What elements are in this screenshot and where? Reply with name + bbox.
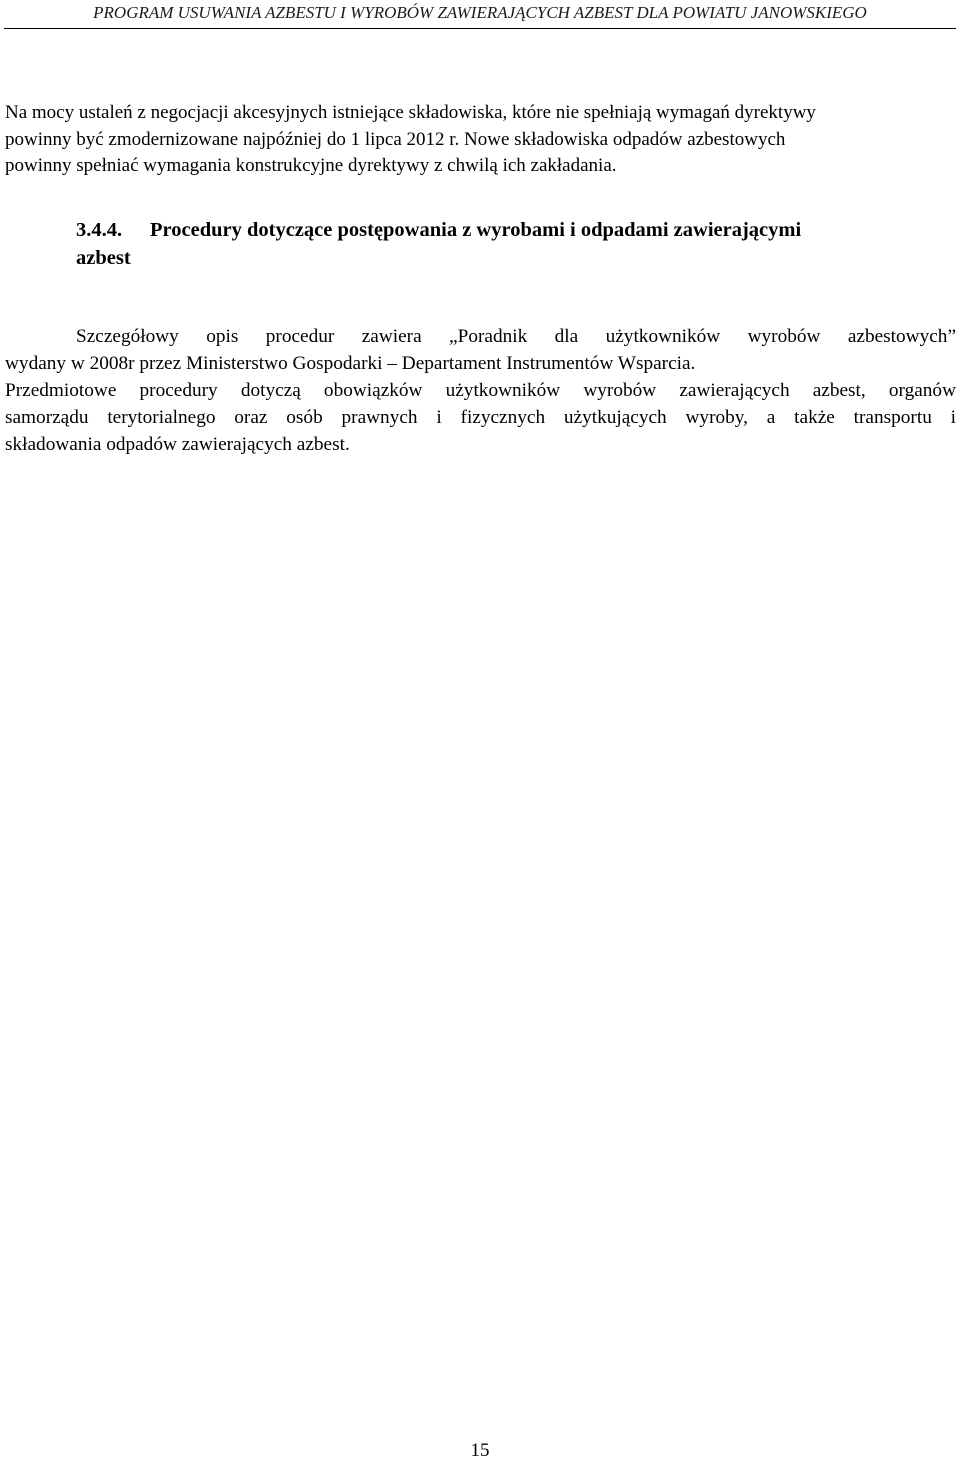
main-line-3: Przedmiotowe procedury dotyczą obowiązków użytkowników wyrobów zawierających azbest, organów <box>5 380 956 401</box>
intro-line-1: Na mocy ustaleń z negocjacji akcesyjnych istniejące składowiska, które nie spełniają wymagań dyrektywy <box>5 102 816 123</box>
main-paragraph <box>5 323 956 458</box>
main-line-4: samorządu terytorialnego oraz osób prawnych i fizycznych użytkujących wyroby, a także transportu i <box>5 407 956 428</box>
intro-paragraph <box>5 100 956 180</box>
section-title-line-1: Procedury dotyczące postępowania z wyrobami i odpadami zawierającymi <box>150 219 802 241</box>
main-line-5: składowania odpadów zawierających azbest. <box>5 434 350 455</box>
main-line-1: Szczegółowy opis procedur zawiera „Poradnik dla użytkowników wyrobów azbestowych” <box>76 326 956 347</box>
section-heading <box>76 216 956 272</box>
intro-line-2: powinny być zmodernizowane najpóźniej do 1 lipca 2012 r. Nowe składowiska odpadów azbestowych <box>5 128 786 150</box>
intro-line-3: powinny spełniać wymagania konstrukcyjne dyrektywy z chwilą ich zakładania. <box>5 155 617 177</box>
page-number: 15 <box>470 1440 490 1461</box>
running-header: PROGRAM USUWANIA AZBESTU I WYROBÓW ZAWIERAJĄCYCH AZBEST DLA POWIATU JANOWSKIEGO <box>93 3 867 22</box>
section-number: 3.4.4. <box>76 219 123 241</box>
section-title-line-2: azbest <box>76 247 131 269</box>
header-divider <box>4 28 956 29</box>
main-line-2: wydany w 2008r przez Ministerstwo Gospodarki – Departament Instrumentów Wsparcia. <box>5 353 696 374</box>
